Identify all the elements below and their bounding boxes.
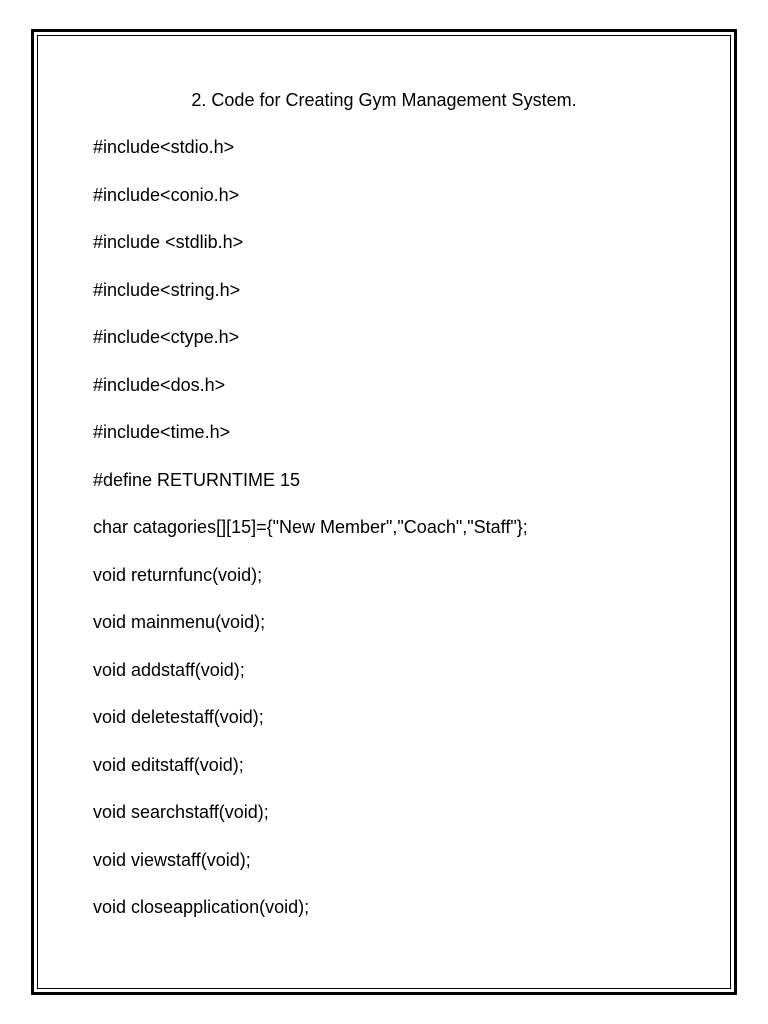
code-line: #include<string.h> [93,279,241,300]
page-title: 2. Code for Creating Gym Management System. [191,90,577,110]
code-line: void searchstaff(void); [93,802,269,822]
code-line: void viewstaff(void); [93,849,251,870]
code-line: void addstaff(void); [93,659,245,680]
code-line: #define RETURNTIME 15 [93,469,301,490]
code-line: #include<ctype.h> [93,327,240,347]
code-line: void editstaff(void); [93,754,244,775]
code-line: #include<conio.h> [93,184,240,205]
code-line: #include<stdio.h> [93,137,235,157]
code-line: #include<dos.h> [93,374,226,395]
code-line: char catagories[][15]={"New Member","Coach","Staff"}; [93,517,528,537]
code-line: void mainmenu(void); [93,612,266,632]
code-listing [93,135,528,943]
code-line: void closeapplication(void); [93,897,310,917]
code-line: #include <stdlib.h> [93,232,244,252]
code-line: void returnfunc(void); [93,564,263,585]
code-line: #include<time.h> [93,422,231,442]
code-line: void deletestaff(void); [93,707,264,727]
